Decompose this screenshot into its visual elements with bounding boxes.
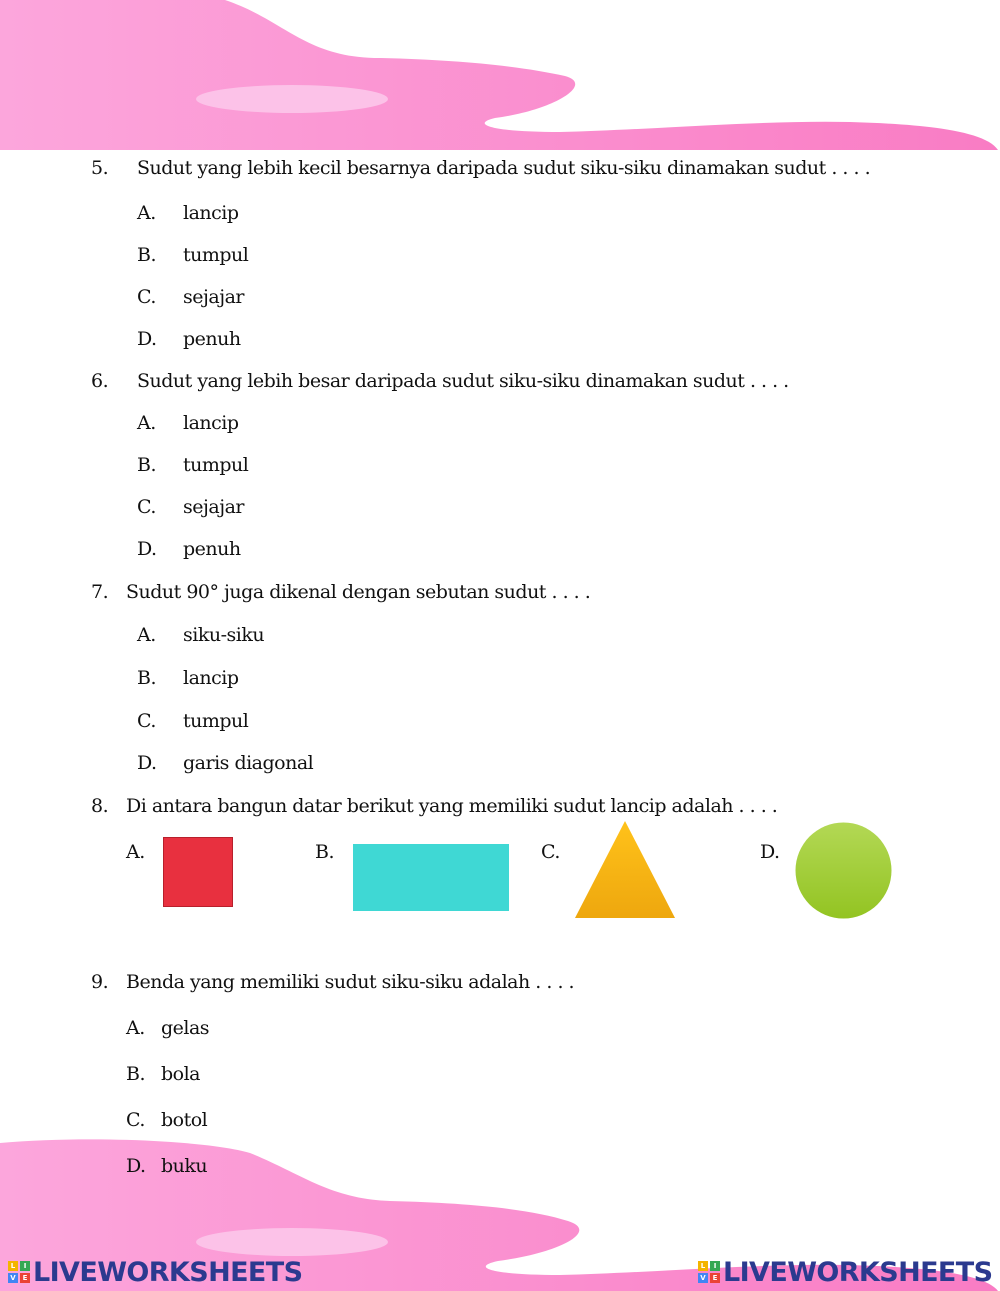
q8-option-c-letter: C. bbox=[541, 841, 560, 863]
question-9-text: Benda yang memiliki sudut siku-siku adalah . . . . bbox=[126, 971, 575, 993]
q6-option-a-letter: A. bbox=[137, 412, 156, 434]
q7-option-d-text[interactable]: garis diagonal bbox=[183, 752, 314, 774]
q6-option-d-letter: D. bbox=[137, 538, 157, 560]
q6-option-d-text[interactable]: penuh bbox=[183, 538, 241, 560]
q6-option-b-text[interactable]: tumpul bbox=[183, 454, 249, 476]
q5-option-c-letter: C. bbox=[137, 286, 156, 308]
question-5-number: 5. bbox=[91, 157, 109, 179]
question-6-number: 6. bbox=[91, 370, 109, 392]
q6-option-a-text[interactable]: lancip bbox=[183, 412, 239, 434]
triangle-icon[interactable] bbox=[575, 821, 675, 918]
question-5-text: Sudut yang lebih kecil besarnya daripada sudut siku-siku dinamakan sudut . . . . bbox=[137, 157, 871, 179]
square-icon[interactable] bbox=[163, 837, 233, 907]
q9-option-a-letter: A. bbox=[126, 1017, 145, 1039]
logo-mark-icon: L I V E bbox=[698, 1261, 720, 1283]
q8-option-d-letter: D. bbox=[760, 841, 780, 863]
question-6-text: Sudut yang lebih besar daripada sudut siku-siku dinamakan sudut . . . . bbox=[137, 370, 789, 392]
q7-option-a-letter: A. bbox=[137, 624, 156, 646]
logo-mark-icon: L I V E bbox=[8, 1261, 30, 1283]
question-7-number: 7. bbox=[91, 581, 109, 603]
q7-option-d-letter: D. bbox=[137, 752, 157, 774]
q7-option-b-letter: B. bbox=[137, 667, 157, 689]
q5-option-b-text[interactable]: tumpul bbox=[183, 244, 249, 266]
q8-option-a-letter: A. bbox=[126, 841, 145, 863]
q7-option-c-text[interactable]: tumpul bbox=[183, 710, 249, 732]
q9-option-b-letter: B. bbox=[126, 1063, 146, 1085]
question-9-number: 9. bbox=[91, 971, 109, 993]
question-7-text: Sudut 90° juga dikenal dengan sebutan sudut . . . . bbox=[126, 581, 591, 603]
liveworksheets-logo-right[interactable] bbox=[698, 1256, 992, 1288]
rectangle-icon[interactable] bbox=[353, 844, 509, 911]
q6-option-c-text[interactable]: sejajar bbox=[183, 496, 245, 518]
logo-text: LIVEWORKSHEETS bbox=[33, 1256, 303, 1288]
top-pink-banner bbox=[0, 0, 1000, 160]
circle-icon[interactable] bbox=[795, 822, 892, 919]
q5-option-d-text[interactable]: penuh bbox=[183, 328, 241, 350]
q9-option-a-text[interactable]: gelas bbox=[161, 1017, 210, 1039]
q8-option-b-letter: B. bbox=[315, 841, 335, 863]
question-8-number: 8. bbox=[91, 795, 109, 817]
q9-option-d-text[interactable]: buku bbox=[161, 1155, 208, 1177]
q6-option-c-letter: C. bbox=[137, 496, 156, 518]
q9-option-b-text[interactable]: bola bbox=[161, 1063, 201, 1085]
q5-option-b-letter: B. bbox=[137, 244, 157, 266]
logo-text: LIVEWORKSHEETS bbox=[723, 1256, 993, 1288]
q5-option-a-letter: A. bbox=[137, 202, 156, 224]
q7-option-a-text[interactable]: siku-siku bbox=[183, 624, 265, 646]
q9-option-d-letter: D. bbox=[126, 1155, 146, 1177]
q5-option-c-text[interactable]: sejajar bbox=[183, 286, 245, 308]
question-8-text: Di antara bangun datar berikut yang memiliki sudut lancip adalah . . . . bbox=[126, 795, 778, 817]
q7-option-c-letter: C. bbox=[137, 710, 156, 732]
q5-option-a-text[interactable]: lancip bbox=[183, 202, 239, 224]
q9-option-c-text[interactable]: botol bbox=[161, 1109, 208, 1131]
q7-option-b-text[interactable]: lancip bbox=[183, 667, 239, 689]
q6-option-b-letter: B. bbox=[137, 454, 157, 476]
liveworksheets-logo-left[interactable] bbox=[8, 1256, 302, 1288]
q9-option-c-letter: C. bbox=[126, 1109, 145, 1131]
q5-option-d-letter: D. bbox=[137, 328, 157, 350]
